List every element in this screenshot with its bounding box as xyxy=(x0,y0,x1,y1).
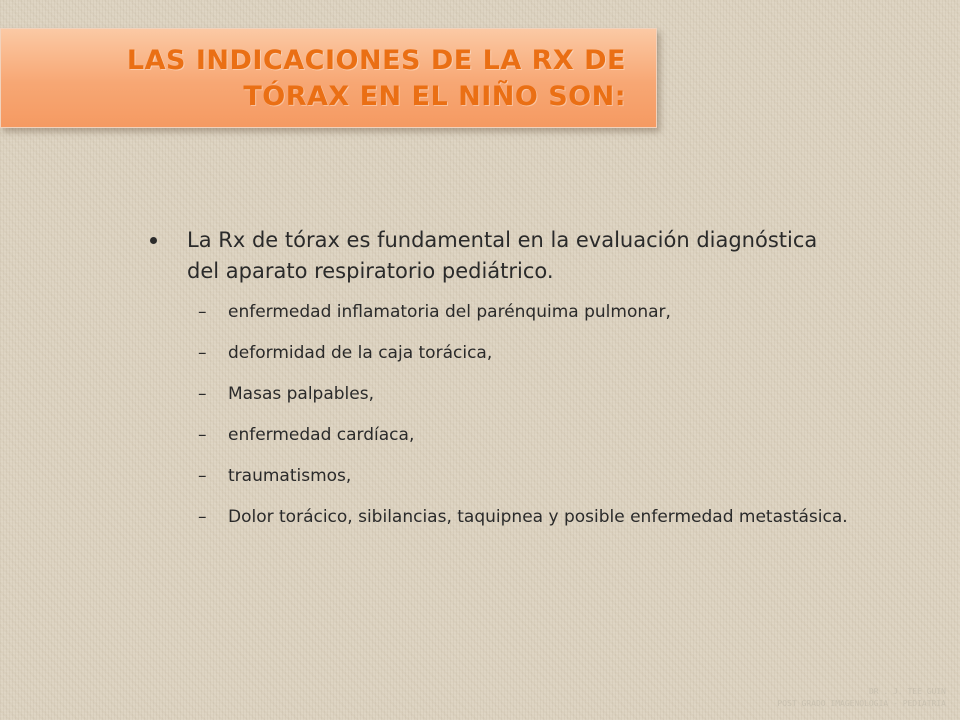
sub-bullet-item xyxy=(150,504,850,531)
sub-bullet-item xyxy=(150,299,850,326)
sub-bullet-text: enfermedad cardíaca, xyxy=(228,425,415,445)
main-bullet-text: La Rx de tórax es fundamental en la evaluación diagnóstica del aparato respiratorio pediátrico. xyxy=(187,228,818,283)
slide-footer xyxy=(777,686,946,710)
sub-bullet-text: Masas palpables, xyxy=(228,384,374,404)
sub-bullet-item xyxy=(150,463,850,490)
footer-author: DR . J. TEE GUIN xyxy=(868,687,946,696)
sub-bullet-item xyxy=(150,381,850,408)
title-box xyxy=(0,28,657,128)
bullet-dot-icon xyxy=(150,237,157,244)
slide-title: LAS INDICACIONES DE LA RX DE TÓRAX EN EL NIÑO SON: xyxy=(126,45,626,112)
main-bullet-item xyxy=(150,225,850,287)
sub-bullet-text: deformidad de la caja torácica, xyxy=(228,343,493,363)
content-area xyxy=(150,225,850,531)
sub-bullet-text: traumatismos, xyxy=(228,466,352,486)
sub-bullet-list xyxy=(150,299,850,531)
dash-icon: – xyxy=(198,507,207,527)
dash-icon: – xyxy=(198,302,207,322)
sub-bullet-text: Dolor torácico, sibilancias, taquipnea y posible enfermedad metastásica. xyxy=(228,507,848,527)
sub-bullet-item xyxy=(150,340,850,367)
dash-icon: – xyxy=(198,466,207,486)
dash-icon: – xyxy=(198,384,207,404)
footer-course: POST GRADO IMAGENOLOGIA - PEDIATRIA xyxy=(777,699,946,708)
dash-icon: – xyxy=(198,343,207,363)
dash-icon: – xyxy=(198,425,207,445)
sub-bullet-item xyxy=(150,422,850,449)
sub-bullet-text: enfermedad inflamatoria del parénquima pulmonar, xyxy=(228,302,671,322)
